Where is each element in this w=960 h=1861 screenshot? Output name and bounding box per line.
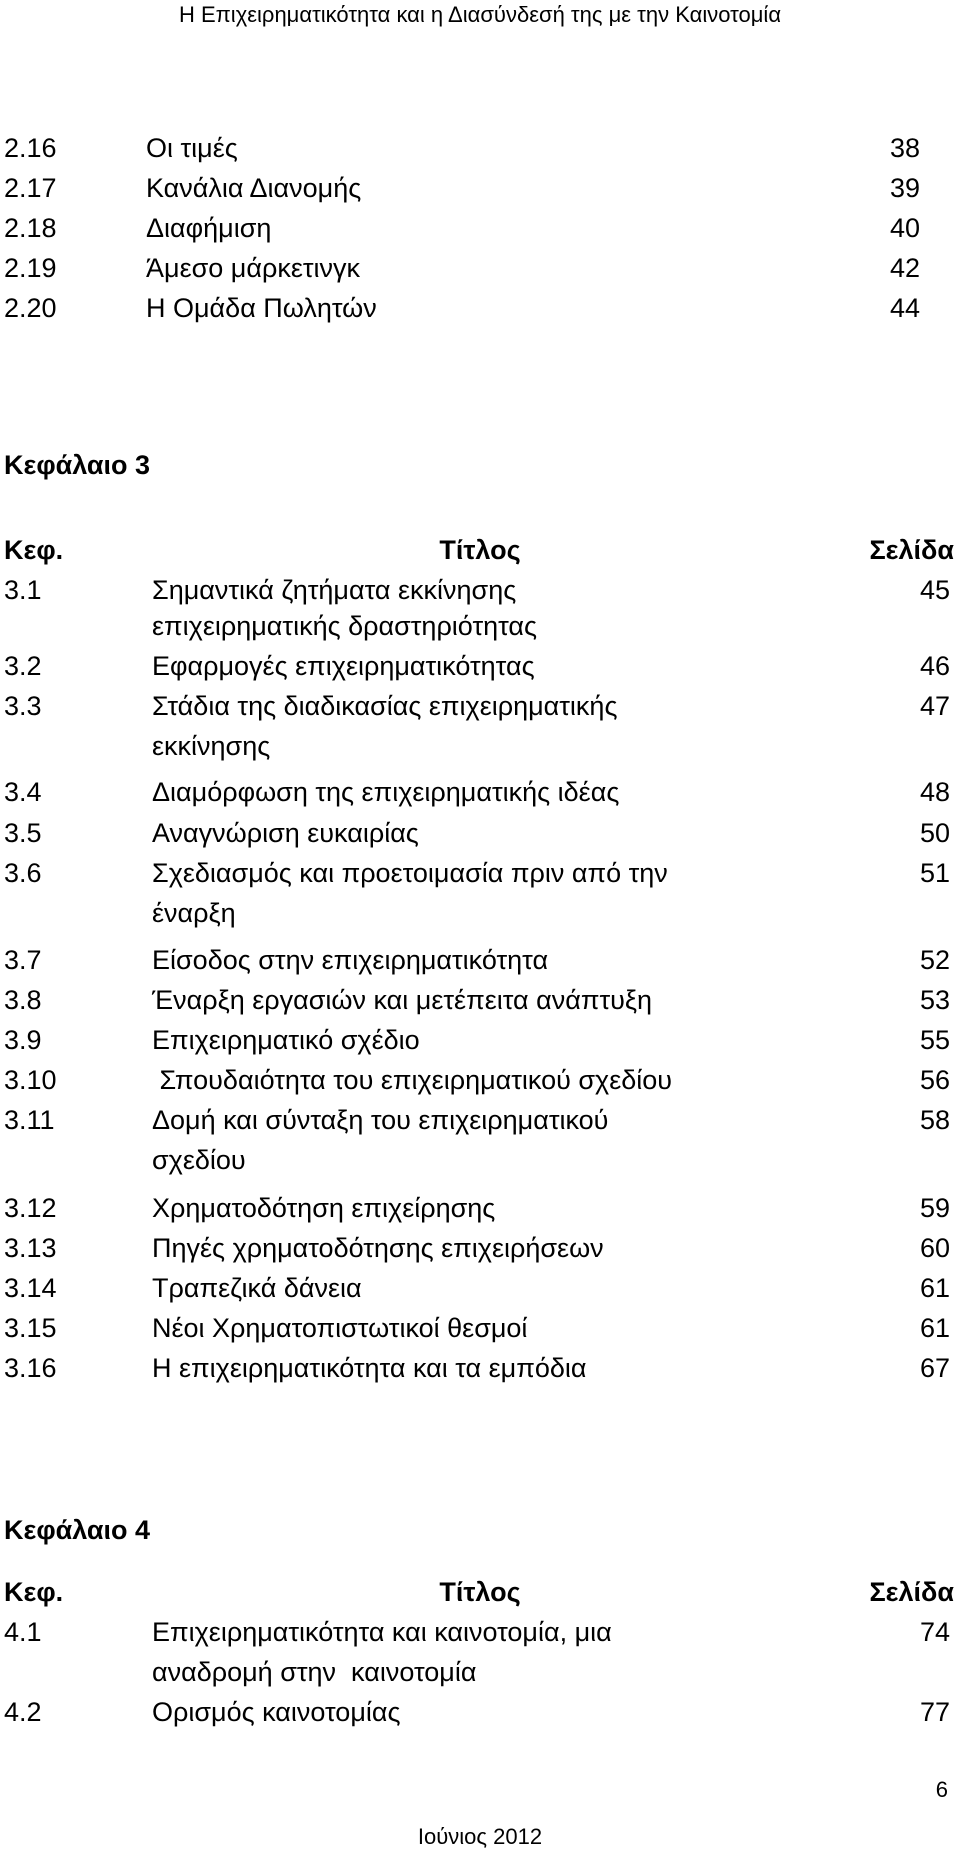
- toc-entry-title-line2: εκκίνησης: [152, 731, 271, 761]
- toc-entry-page: 47: [919, 691, 950, 721]
- chapter-4-heading: Κεφάλαιο 4: [4, 1515, 151, 1545]
- toc-entry-title: Διαφήμιση: [146, 213, 272, 243]
- page-number: 6: [935, 1777, 948, 1802]
- toc-entry: [0, 248, 960, 288]
- toc-entry-page: 38: [890, 133, 921, 163]
- toc-entry-title: Έναρξη εργασιών και μετέπειτα ανάπτυξη: [152, 985, 653, 1015]
- toc-entry-number: 3.10: [4, 1065, 57, 1095]
- toc-entry-title: [152, 570, 537, 646]
- column-header-title: Τίτλος: [439, 1577, 521, 1607]
- toc-entry-title-line1: Επιχειρηματικότητα και καινοτομία, μια: [152, 1617, 612, 1647]
- toc-entry-page: 48: [919, 777, 950, 807]
- toc-entry-page: 53: [919, 985, 950, 1015]
- toc-entry-number: 3.5: [4, 818, 42, 848]
- toc-entry-page: 74: [919, 1617, 950, 1647]
- toc-entry-title: [152, 1612, 612, 1692]
- toc-entry-number: 3.13: [4, 1233, 57, 1263]
- toc-entry-title: Είσοδος στην επιχειρηματικότητα: [152, 945, 549, 975]
- toc-entry: [0, 208, 960, 248]
- toc-entry-page: 51: [919, 858, 950, 888]
- column-header-number: Κεφ.: [4, 1577, 64, 1607]
- toc-entry-number: 3.4: [4, 777, 42, 807]
- toc-entry-number: 4.2: [4, 1697, 42, 1727]
- toc-entry-number: 3.11: [4, 1105, 55, 1135]
- toc-entry-page: 59: [919, 1193, 950, 1223]
- toc-entry-title-line2: επιχειρηματικής δραστηριότητας: [152, 611, 538, 641]
- toc-entry-page: 60: [919, 1233, 950, 1263]
- toc-entry-page: 67: [919, 1353, 950, 1383]
- toc-entry-title: Διαμόρφωση της επιχειρηματικής ιδέας: [152, 777, 620, 807]
- toc-entry-number: 4.1: [4, 1617, 42, 1647]
- toc-entry-title: Σπουδαιότητα του επιχειρηματικού σχεδίου: [152, 1065, 673, 1095]
- toc-entry-number: 2.20: [4, 293, 57, 323]
- toc-entry-number: 3.2: [4, 651, 42, 681]
- toc-entry: [0, 570, 960, 650]
- chapter-3-column-headers: [0, 530, 960, 570]
- toc-entry: [0, 940, 960, 980]
- toc-entry: [0, 168, 960, 208]
- chapter-3-heading: Κεφάλαιο 3: [4, 450, 151, 480]
- column-header-page: Σελίδα: [869, 535, 954, 565]
- toc-entry-title: [152, 853, 668, 933]
- toc-entry-title-line1: Στάδια της διαδικασίας επιχειρηματικής: [152, 691, 618, 721]
- toc-entry-number: 3.12: [4, 1193, 57, 1223]
- toc-entry-number: 3.15: [4, 1313, 57, 1343]
- toc-entry: [0, 1692, 960, 1732]
- toc-entry-title-line1: Δομή και σύνταξη του επιχειρηματικού: [152, 1105, 609, 1135]
- toc-entry-title: Χρηματοδότηση επιχείρησης: [152, 1193, 496, 1223]
- toc-entry-title: Η επιχειρηματικότητα και τα εμπόδια: [152, 1353, 587, 1383]
- toc-entry-title: [152, 1100, 608, 1180]
- toc-entry-number: 3.16: [4, 1353, 57, 1383]
- toc-entry-title: Κανάλια Διανομής: [146, 173, 362, 203]
- toc-entry: [0, 686, 960, 766]
- toc-entry-page: 46: [919, 651, 950, 681]
- chapter-4-column-headers: [0, 1572, 960, 1612]
- toc-entry-number: 2.18: [4, 213, 57, 243]
- toc-entry-number: 3.9: [4, 1025, 42, 1055]
- toc-entry: [0, 853, 960, 933]
- toc-entry-title-line1: Σημαντικά ζητήματα εκκίνησης: [152, 575, 517, 605]
- toc-entry-number: 2.17: [4, 173, 57, 203]
- toc-entry: [0, 1100, 960, 1180]
- toc-entry: [0, 1268, 960, 1308]
- toc-entry-page: 44: [890, 293, 921, 323]
- toc-entry-page: 56: [919, 1065, 950, 1095]
- toc-entry-page: 58: [919, 1105, 950, 1135]
- toc-entry-title-line1: Σχεδιασμός και προετοιμασία πριν από την: [152, 858, 668, 888]
- toc-entry-title: Άμεσο μάρκετινγκ: [146, 253, 361, 283]
- toc-entry-title-line2: σχεδίου: [152, 1145, 246, 1175]
- toc-entry-title: Αναγνώριση ευκαιρίας: [152, 818, 419, 848]
- toc-entry-page: 61: [919, 1313, 950, 1343]
- column-header-title: Τίτλος: [439, 535, 521, 565]
- toc-entry-page: 50: [919, 818, 950, 848]
- toc-entry-number: 3.8: [4, 985, 42, 1015]
- toc-entry: [0, 1060, 960, 1100]
- toc-entry: [0, 980, 960, 1020]
- toc-entry: [0, 1228, 960, 1268]
- toc-entry-title: Ορισμός καινοτομίας: [152, 1697, 401, 1727]
- toc-entry-number: 3.3: [4, 691, 42, 721]
- toc-entry-title: Επιχειρηματικό σχέδιο: [152, 1025, 420, 1055]
- toc-entry: [0, 288, 960, 328]
- toc-entry: [0, 128, 960, 168]
- toc-entry-title: Η Ομάδα Πωλητών: [146, 293, 377, 323]
- toc-entry-title-line2: αναδρομή στην καινοτομία: [152, 1657, 477, 1687]
- toc-entry: [0, 1020, 960, 1060]
- toc-entry-page: 52: [919, 945, 950, 975]
- toc-entry-number: 2.16: [4, 133, 57, 163]
- toc-entry-number: 3.14: [4, 1273, 57, 1303]
- toc-entry: [0, 813, 960, 853]
- toc-entry: [0, 646, 960, 686]
- toc-entry-title: Οι τιμές: [146, 133, 238, 163]
- toc-entry-title: Εφαρμογές επιχειρηματικότητας: [152, 651, 535, 681]
- toc-entry-title: Πηγές χρηματοδότησης επιχειρήσεων: [152, 1233, 604, 1263]
- toc-entry-number: 3.7: [4, 945, 42, 975]
- toc-entry-number: 3.1: [4, 575, 42, 605]
- toc-entry: [0, 1612, 960, 1692]
- toc-entry-title-line2: έναρξη: [152, 898, 236, 928]
- toc-entry-page: 61: [919, 1273, 950, 1303]
- toc-entry-title: Τραπεζικά δάνεια: [152, 1273, 362, 1303]
- running-header: Η Επιχειρηματικότητα και η Διασύνδεσή της με την Καινοτομία: [178, 2, 782, 27]
- footer-date: Ιούνιος 2012: [417, 1824, 543, 1849]
- toc-entry-page: 40: [890, 213, 921, 243]
- toc-entry-page: 39: [890, 173, 921, 203]
- toc-entry-page: 77: [919, 1697, 950, 1727]
- column-header-page: Σελίδα: [869, 1577, 954, 1607]
- toc-entry-page: 45: [919, 575, 950, 605]
- toc-entry-page: 42: [890, 253, 921, 283]
- toc-entry-page: 55: [919, 1025, 950, 1055]
- toc-entry-number: 3.6: [4, 858, 42, 888]
- toc-entry: [0, 1308, 960, 1348]
- column-header-number: Κεφ.: [4, 535, 64, 565]
- toc-entry: [0, 1188, 960, 1228]
- toc-entry-number: 2.19: [4, 253, 57, 283]
- toc-entry: [0, 772, 960, 812]
- toc-entry-title: [152, 686, 617, 766]
- toc-entry-title: Νέοι Χρηματοπιστωτικοί θεσμοί: [152, 1313, 528, 1343]
- toc-entry: [0, 1348, 960, 1388]
